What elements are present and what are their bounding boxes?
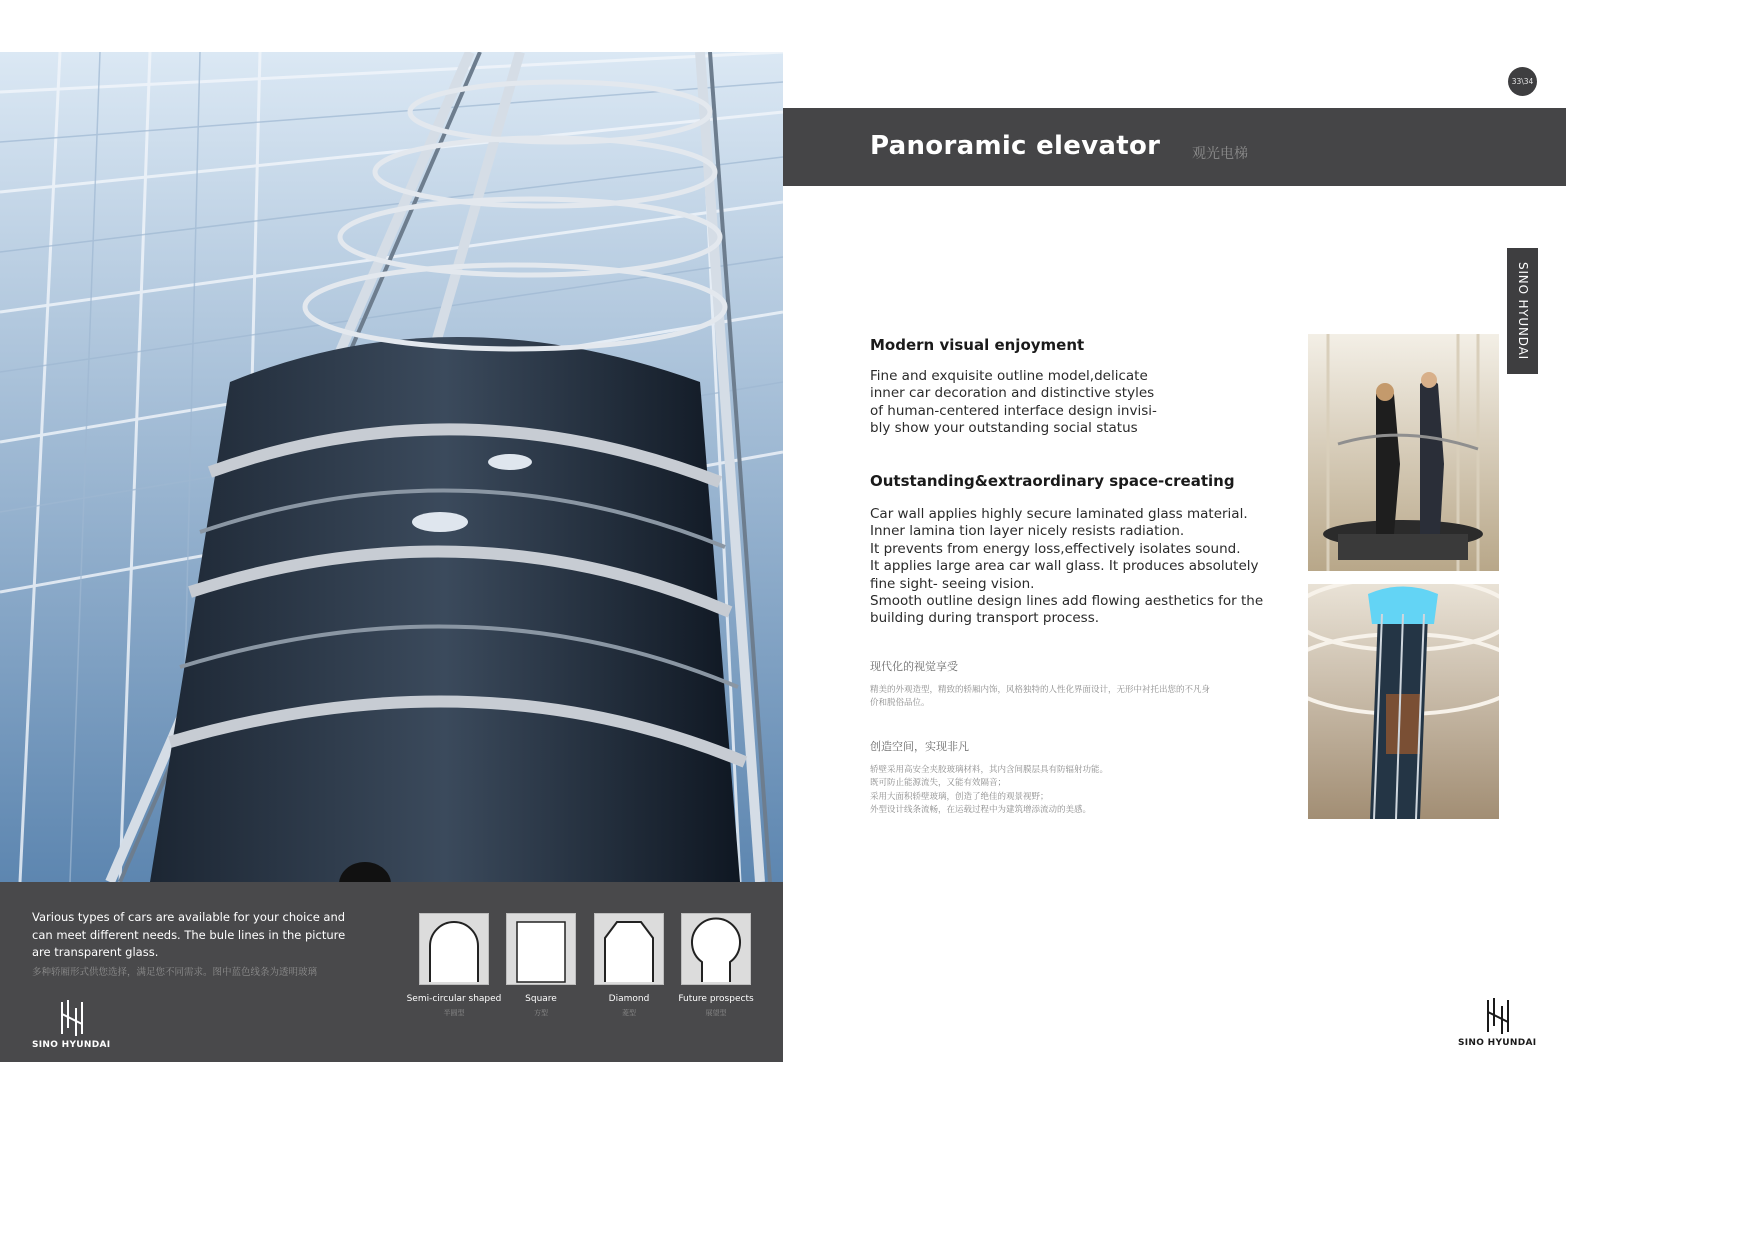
body-line-cn: 精美的外观造型，精致的轿厢内饰，风格独特的人性化界面设计，无形中衬托出您的不凡身 [870,685,1211,695]
body-line: bly show your outstanding social status [870,420,1138,437]
side-brand-tab [1507,248,1538,374]
car-type-future [681,913,751,985]
caption-line: can meet different needs. The bule lines in the picture [32,927,346,942]
panoramic-elevator-mall-photo [1308,584,1499,819]
left-page [0,52,783,1062]
page-title-cn: 观光电梯 [1192,146,1248,162]
car-type-semi-circular [419,913,489,985]
body-line: Fine and exquisite outline model,delicate [870,368,1148,384]
body-line: of human-centered interface design invisi- [870,402,1157,419]
elevator-shaft-illustration [0,52,783,882]
car-type-label: Future prospects [678,994,754,1004]
body-line-cn: 价和脱俗品位。 [870,698,930,709]
section-body-cn [870,684,1280,711]
diamond-car-icon [594,913,664,985]
hero-elevator-photo [0,52,783,882]
car-type-label: Square [525,994,557,1004]
future-prospects-car-icon [681,913,751,985]
car-type-label-cn: 半圆型 [443,1009,465,1017]
sino-hyundai-logo [32,998,112,1050]
body-line: Smooth outline design lines add flowing aesthetics for the [870,593,1264,610]
section-heading-cn: 现代化的视觉享受 [870,660,958,673]
page-title: Panoramic elevator [870,131,1161,161]
car-type-label: Diamond [608,994,650,1004]
caption-line: Various types of cars are available for your choice and [32,910,346,924]
logo-mark-icon [32,998,112,1038]
car-type-label: Semi-circular shaped [406,994,502,1004]
body-line: It prevents from energy loss,effectively isolates sound. [870,540,1241,557]
car-types-caption [32,909,362,981]
section-heading: Outstanding&extraordinary space-creating [870,472,1235,490]
square-car-icon [506,913,576,985]
body-line-cn: 采用大面积轿壁玻璃，创造了绝佳的观景视野； [870,791,1049,802]
semi-circular-car-icon [419,913,489,985]
body-line: inner car decoration and distinctive styles [870,385,1155,402]
car-type-label-cn: 菱型 [622,1009,636,1017]
logo-text: SINO HYUNDAI [1458,1038,1537,1048]
car-type-label-cn: 方型 [534,1009,548,1017]
car-type-square [506,913,576,985]
section-body [870,506,1290,628]
logo-text: SINO HYUNDAI [32,1040,111,1050]
car-types-panel [0,882,783,1062]
page-number-badge: 33\34 [1508,67,1537,96]
caption-line: are transparent glass. [32,945,159,959]
body-line-cn: 轿壁采用高安全夹胶玻璃材料，其内含间膜层具有防辐射功能。 [870,765,1109,775]
body-line: building during transport process. [870,610,1100,627]
elevator-interior-photo [1308,334,1499,571]
body-line: fine sight- seeing vision. [870,575,1035,592]
section-heading-cn: 创造空间，实现非凡 [870,740,969,753]
section-heading: Modern visual enjoyment [870,336,1085,354]
section-body [870,368,1290,438]
body-line-cn: 外型设计线条流畅，在运载过程中为建筑增添流动的美感。 [870,804,1092,815]
side-tab-label: SINO HYUNDAI [1515,262,1530,360]
section-body-cn [870,764,1280,817]
caption-cn: 多种轿厢形式供您选择，满足您不同需求。图中蓝色线条为透明玻璃 [32,966,318,978]
car-type-label-cn: 展望型 [705,1009,727,1017]
body-line: It applies large area car wall glass. It produces absolutely [870,558,1259,575]
car-type-diamond [594,913,664,985]
body-line-cn: 既可防止能源流失，又能有效隔音； [870,778,1007,789]
body-line: Inner lamina tion layer nicely resists radiation. [870,523,1185,540]
body-line: Car wall applies highly secure laminated glass material. [870,506,1248,522]
logo-mark-icon [1458,996,1538,1036]
sino-hyundai-logo [1458,996,1538,1048]
